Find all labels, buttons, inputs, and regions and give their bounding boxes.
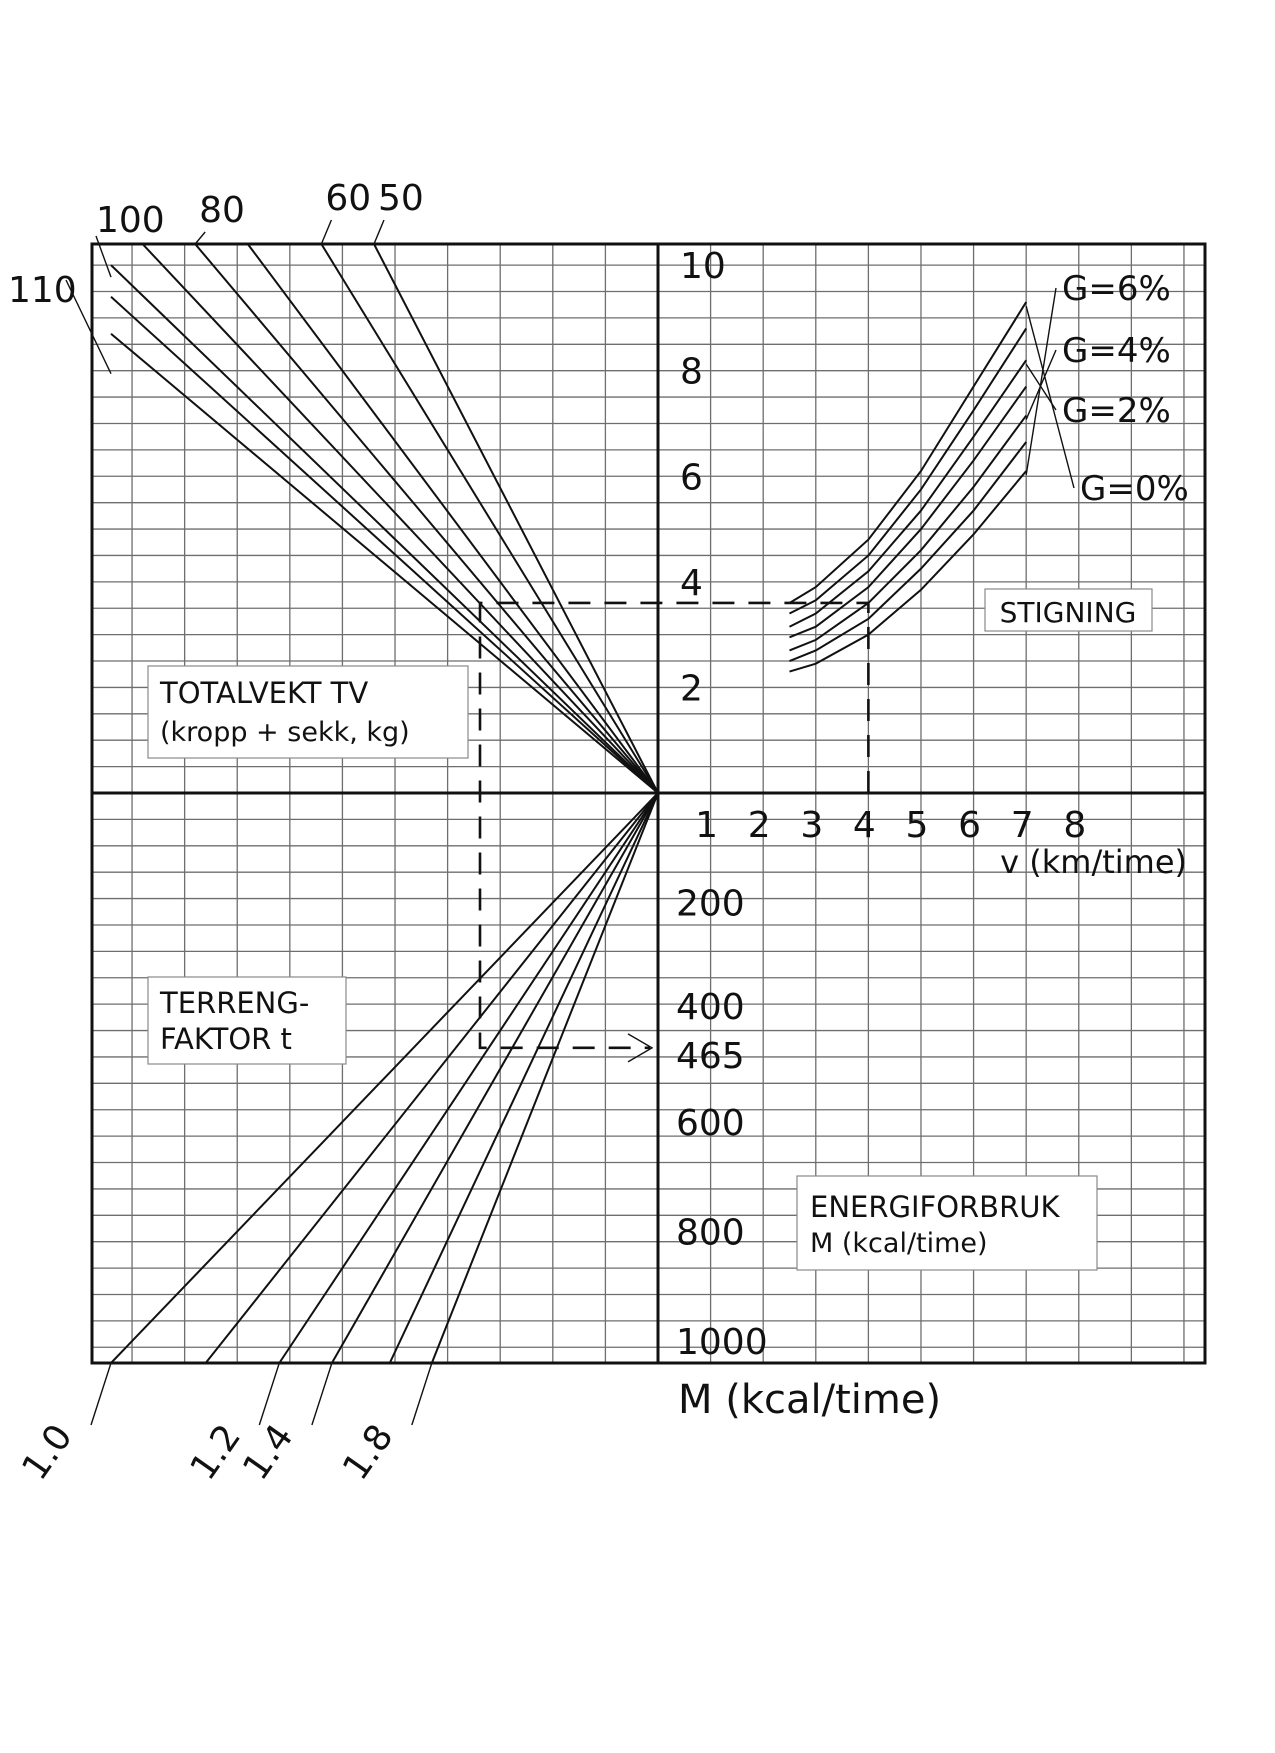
weight-label-pointer: [195, 232, 205, 244]
x-tick-label-speed: 3: [800, 805, 824, 846]
x-tick-label-speed: 7: [1010, 805, 1034, 846]
y-tick-label-stigning: 10: [680, 246, 726, 288]
weight-line-label: 100: [96, 200, 165, 241]
totalvekt-label-line1: TOTALVEKT TV: [160, 676, 369, 710]
terrain-label-pointer: [312, 1363, 332, 1425]
curve-label-gradient: G=4%: [1062, 331, 1171, 371]
terrain-line: [206, 793, 658, 1363]
stigning-label: STIGNING: [999, 596, 1137, 629]
x-tick-label-speed: 5: [905, 805, 929, 846]
gradient-curve: [789, 360, 1026, 627]
energiforbruk-label-line2: M (kcal/time): [810, 1228, 988, 1259]
terrengfaktor-label-line2: FAKTOR t: [160, 1022, 292, 1056]
weight-line-label: 110: [8, 270, 77, 311]
terrain-line: [279, 793, 658, 1363]
terrain-label-pointer: [412, 1363, 432, 1425]
terrain-line-label: 1.4: [235, 1417, 302, 1488]
curve-label-gradient: G=2%: [1062, 391, 1171, 431]
weight-line-label: 80: [199, 190, 245, 231]
y-tick-label-stigning: 8: [680, 351, 703, 393]
gradient-curve: [789, 302, 1026, 603]
energiforbruk-label-line1: ENERGIFORBRUK: [810, 1190, 1060, 1224]
x-tick-label-speed: 4: [852, 805, 876, 846]
totalvekt-label-line2: (kropp + sekk, kg): [160, 717, 410, 748]
weight-line-label: 60: [325, 178, 372, 219]
y-tick-label-stigning: 4: [680, 562, 703, 604]
m-tick-label: 800: [676, 1212, 745, 1254]
curve-label-gradient: G=6%: [1062, 269, 1171, 309]
terrain-label-pointer: [259, 1363, 279, 1425]
terrain-line-label: 1.8: [335, 1417, 402, 1488]
m-tick-label: 400: [676, 987, 745, 1029]
m-tick-label: 200: [676, 883, 745, 925]
x-axis-label-speed: v (km/time): [1000, 843, 1187, 881]
weight-label-pointer: [374, 220, 384, 244]
weight-line-label: 50: [377, 178, 424, 219]
weight-label-pointer: [321, 220, 331, 244]
terrain-line: [390, 793, 658, 1363]
m-tick-label: 1000: [676, 1322, 768, 1364]
curve-label-gradient: G=0%: [1080, 469, 1189, 509]
m-axis-title: M (kcal/time): [678, 1377, 942, 1423]
x-tick-label-speed: 1: [695, 805, 719, 846]
x-tick-label-speed: 8: [1063, 805, 1087, 846]
terrain-line-label: 1.2: [182, 1417, 250, 1488]
x-tick-label-speed: 6: [958, 805, 982, 846]
terrain-line: [332, 793, 658, 1363]
terrengfaktor-label-line1: TERRENG-: [160, 986, 310, 1020]
curve-label-pointer: [1026, 288, 1056, 475]
y-tick-label-stigning: 2: [680, 668, 703, 710]
gradient-curve: [789, 471, 1026, 672]
m-tick-label: 465: [676, 1035, 745, 1077]
x-tick-label-speed: 2: [747, 805, 771, 846]
weight-label-pointer: [96, 236, 111, 277]
terrain-line: [432, 793, 658, 1363]
terrain-label-pointer: [91, 1363, 111, 1425]
y-tick-label-stigning: 6: [680, 457, 703, 499]
terrain-line-label: 1.0: [14, 1417, 81, 1488]
m-tick-label: 600: [676, 1102, 745, 1144]
terrain-line: [111, 793, 658, 1363]
